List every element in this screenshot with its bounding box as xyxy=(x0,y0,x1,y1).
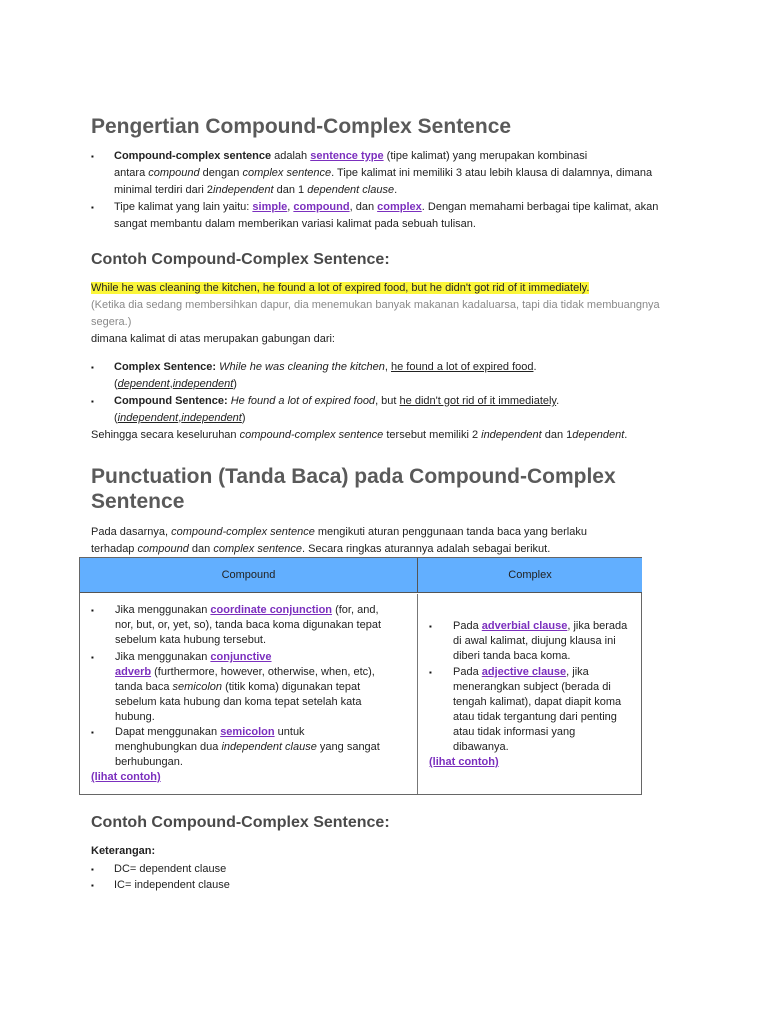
dc-bullet: ▪ DC= dependent clause xyxy=(91,861,226,878)
lihat-contoh-link-complex[interactable]: (lihat contoh) xyxy=(429,756,499,768)
adverbial-clause-link[interactable]: adverbial clause xyxy=(481,620,568,632)
compound-sentence-bullet: ▪ Compound Sentence: He found a lot of expired food, but he didn't got rid of it immediately. (independent,independent) xyxy=(91,393,691,427)
summary-line: Sehingga secara keseluruhan compound-complex sentence tersebut memiliki 2 independent dan 1dependent. xyxy=(91,429,628,441)
section-heading-contoh: Contoh Compound-Complex Sentence: xyxy=(91,251,390,268)
example-intro: dimana kalimat di atas merupakan gabungan dari: xyxy=(91,333,335,345)
ic-bullet: ▪ IC= independent clause xyxy=(91,877,230,894)
page-title: Pengertian Compound-Complex Sentence xyxy=(91,115,512,138)
sentence-type-link[interactable]: sentence type xyxy=(310,150,384,162)
lihat-contoh-link-compound[interactable]: (lihat contoh) xyxy=(91,771,161,783)
punctuation-intro: Pada dasarnya, compound-complex sentence mengikuti aturan penggunaan tanda baca yang berlaku terhadap compound dan complex sentence. Secara ringkas aturannya adalah sebagai berikut. xyxy=(91,526,587,555)
table-cell-complex xyxy=(418,594,642,794)
simple-link[interactable]: simple xyxy=(252,201,288,213)
list-item: ▪ Jika menggunakan coordinate conjunction (for, and, nor, but, or, yet, so), tanda baca koma digunakan tepat sebelum kata hubung tersebut. xyxy=(91,603,411,648)
keterangan-label: Keterangan: xyxy=(91,845,156,857)
punctuation-title: Punctuation (Tanda Baca) pada Compound-Complex Sentence xyxy=(91,465,616,513)
semicolon-link[interactable]: semicolon xyxy=(220,726,275,738)
compound-link[interactable]: compound xyxy=(293,201,350,213)
conjunctive-adverb-link[interactable]: conjunctive xyxy=(210,651,272,663)
example-translation: (Ketika dia sedang membersihkan dapur, dia menemukan banyak makanan kadaluarsa, tapi dia tidak membuangnya segera.) xyxy=(91,299,660,328)
list-item: ▪ Dapat menggunakan semicolon untuk menghubungkan dua independent clause yang sangat berhubungan. xyxy=(91,725,411,770)
definition-bullet: ▪ Compound-complex sentence adalah sentence type (tipe kalimat) yang merupakan kombinasi antara compound dengan complex sentence. Tipe kalimat ini memiliki 3 atau lebih klausa di dalamnya, dimana minimal terdiri dari 2independent dan 1 dependent clause. xyxy=(91,148,691,199)
list-item: ▪ Pada adjective clause, jika menerangkan subject (berada di tengah kalimat), dapat diapit koma atau tidak tergantung dari penting atau tidak informasi yang dibawanya. xyxy=(429,665,639,755)
complex-sentence-bullet: ▪ Complex Sentence: While he was cleaning the kitchen, he found a lot of expired food. (dependent,independent) xyxy=(91,359,691,393)
table-header-compound: Compound xyxy=(80,558,418,593)
sentence-types-bullet: ▪ Tipe kalimat yang lain yaitu: simple, compound, dan complex. Dengan memahami berbagai tipe kalimat, akan sangat membantu dalam memberikan variasi kalimat pada sebuah tulisan. xyxy=(91,199,691,233)
example-sentence: While he was cleaning the kitchen, he found a lot of expired food, but he didn't got rid of it immediately. xyxy=(91,282,590,294)
table-cell-compound xyxy=(80,594,418,794)
punctuation-table xyxy=(79,557,642,795)
coordinate-conjunction-link[interactable]: coordinate conjunction xyxy=(210,604,333,616)
list-item: ▪ Jika menggunakan conjunctive adverb (furthermore, however, otherwise, when, etc), tanda baca semicolon (titik koma) digunakan tepat sebelum kata hubung dan koma tepat setelah kata hubung. xyxy=(91,650,411,725)
adjective-clause-link[interactable]: adjective clause xyxy=(481,666,567,678)
complex-link[interactable]: complex xyxy=(377,201,422,213)
section-heading-contoh-2: Contoh Compound-Complex Sentence: xyxy=(91,814,390,831)
table-header-complex: Complex xyxy=(418,558,642,593)
list-item: ▪ Pada adverbial clause, jika berada di awal kalimat, diujung klausa ini diberi tanda baca koma. xyxy=(429,619,639,664)
conjunctive-adverb-link-cont[interactable]: adverb xyxy=(115,666,152,678)
